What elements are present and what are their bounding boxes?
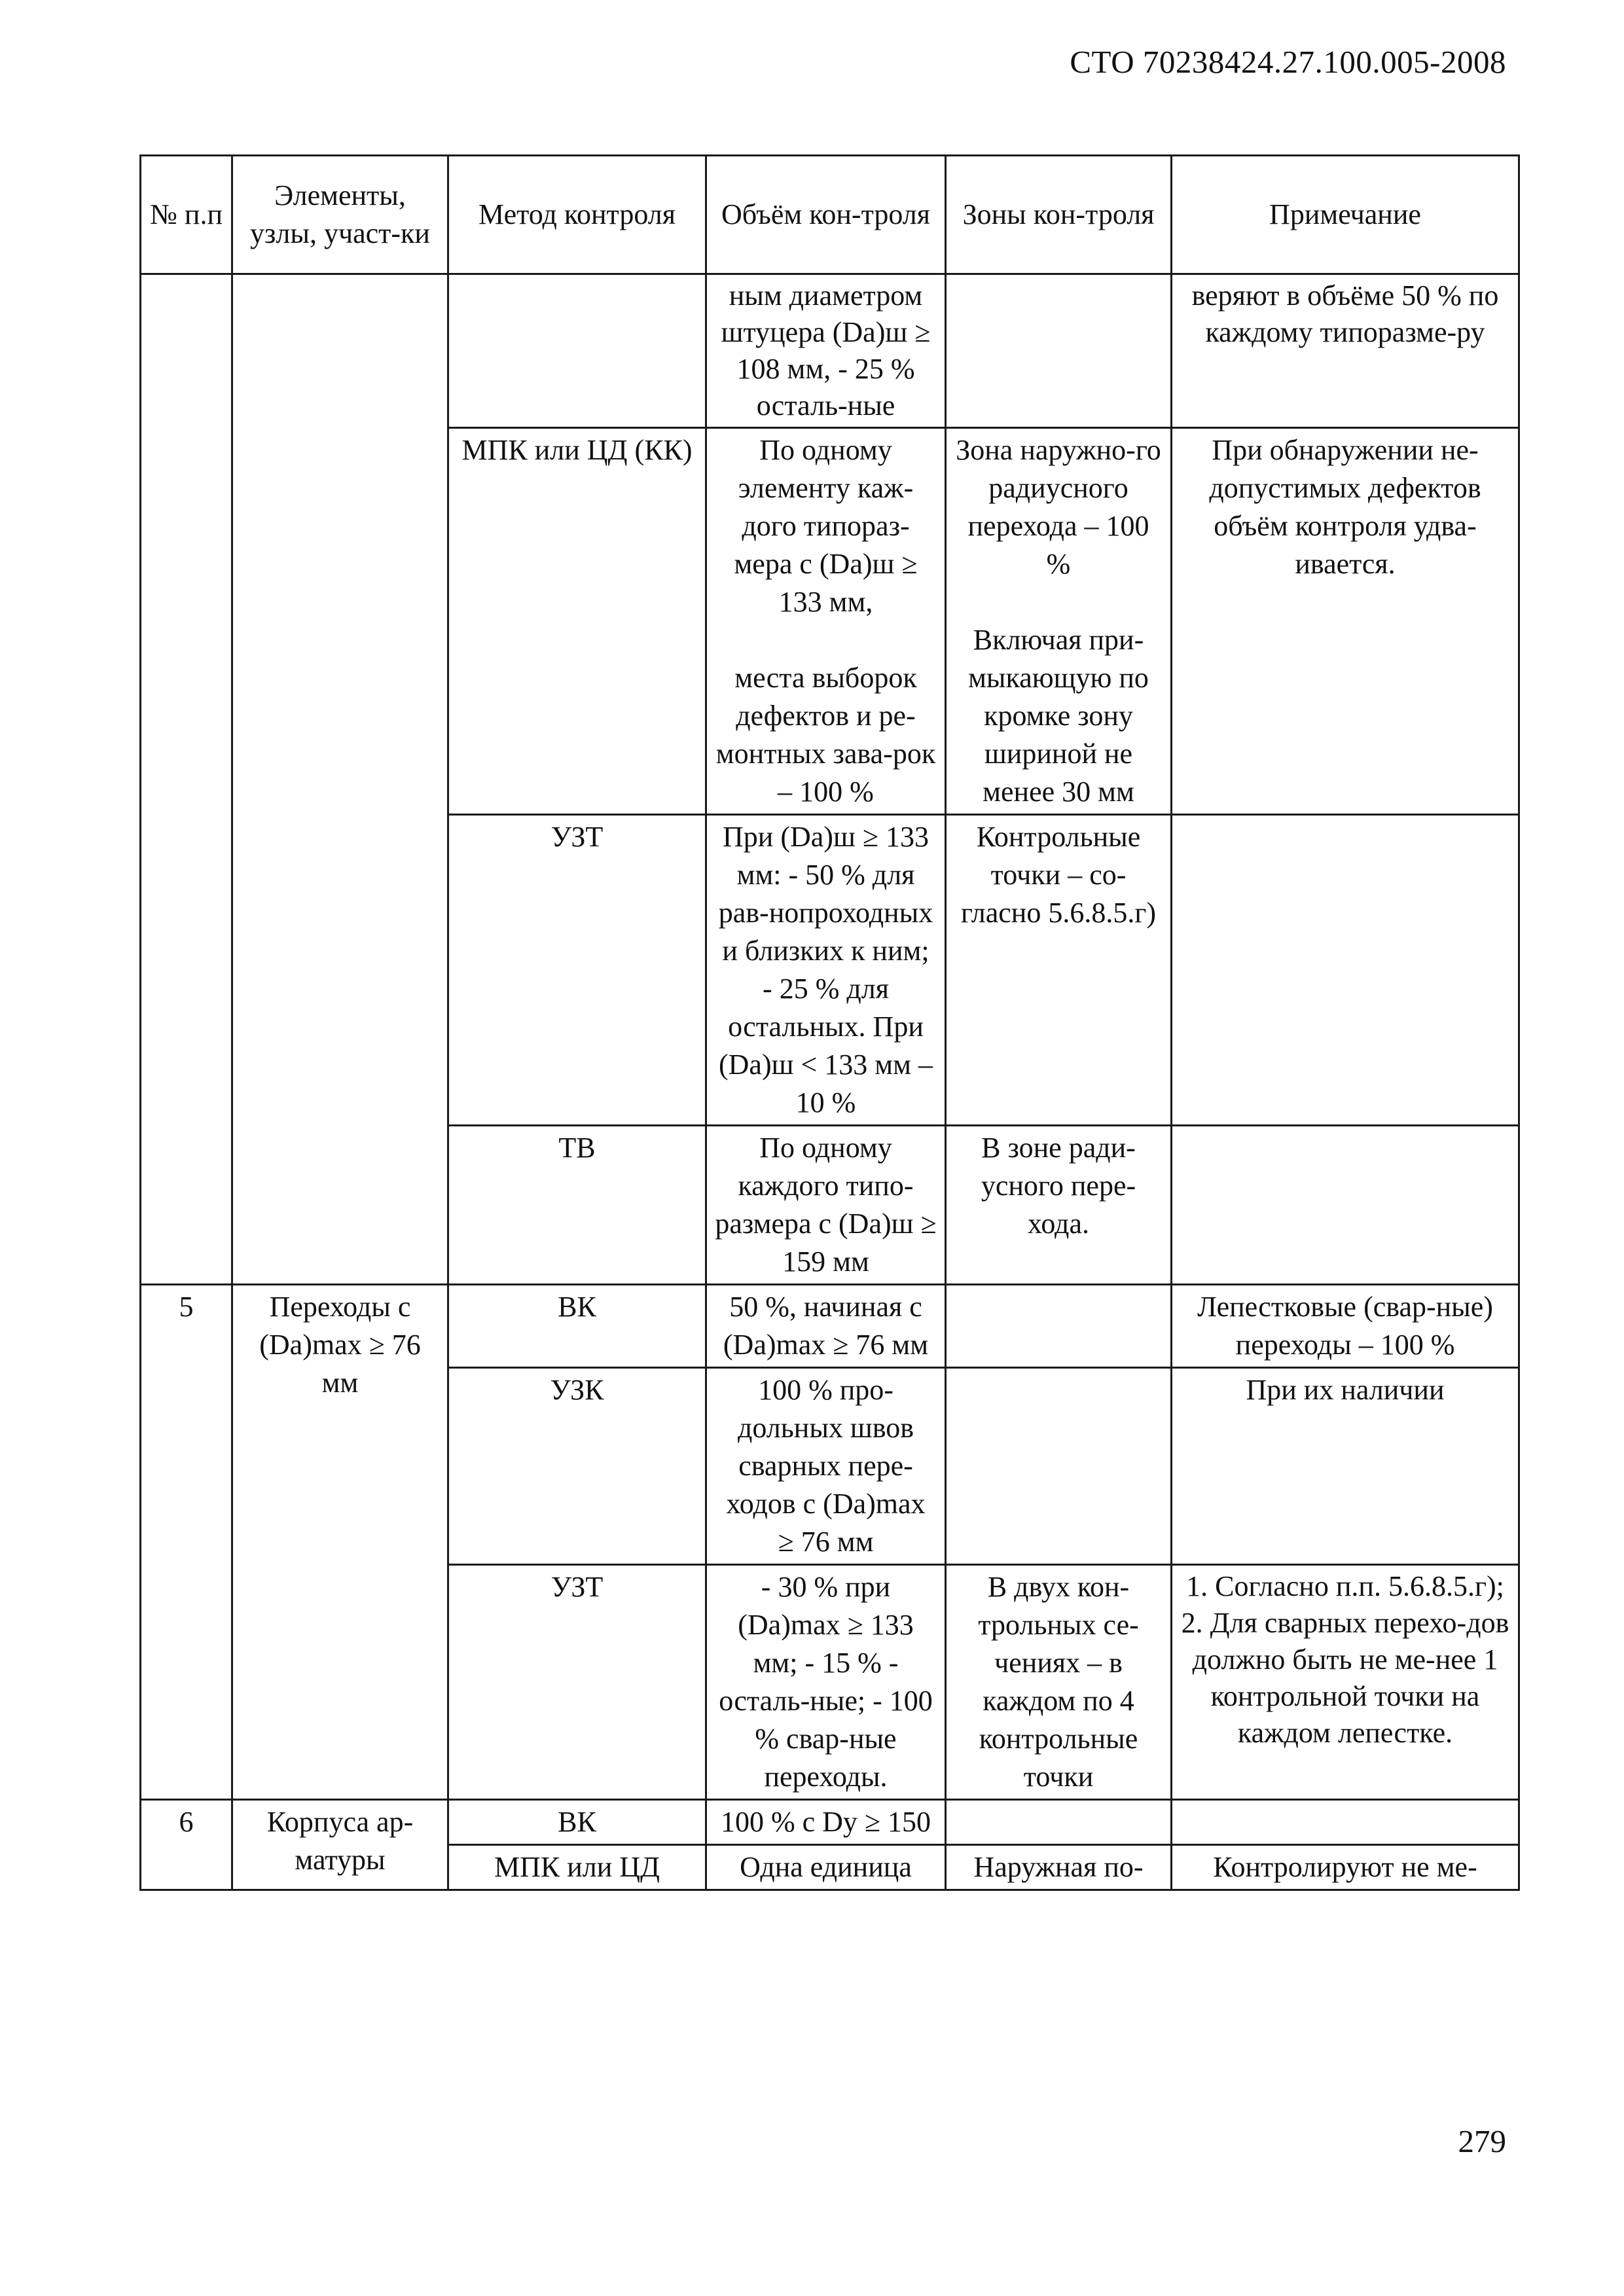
cell-element: Переходы с (Da)max ≥ 76 мм <box>232 1285 448 1800</box>
table-row <box>141 1285 1519 1368</box>
cell-zones <box>946 1800 1172 1845</box>
cell-zones <box>946 1285 1172 1368</box>
cell-method: УЗТ <box>448 815 706 1126</box>
zones-text-2: Включая при-мыкающую по кромке зону шириной не менее 30 мм <box>968 624 1149 808</box>
document-code: СТО 70238424.27.100.005-2008 <box>1070 44 1506 80</box>
col-header-number: № п.п <box>141 156 232 274</box>
cell-zones: Контрольные точки – со-гласно 5.6.8.5.г) <box>946 815 1172 1126</box>
cell-volume: Одна единица <box>706 1845 946 1890</box>
col-header-note: Примечание <box>1172 156 1519 274</box>
cell-element: Корпуса ар-матуры <box>232 1800 448 1890</box>
cell-number: 5 <box>141 1285 232 1800</box>
col-header-zones: Зоны кон-троля <box>946 156 1172 274</box>
volume-text-2: места выборок дефектов и ре-монтных зава-рок – 100 % <box>715 662 936 808</box>
cell-number: 6 <box>141 1800 232 1890</box>
cell-volume: ным диаметром штуцера (Da)ш ≥ 108 мм, - 25 % осталь-ные <box>706 274 946 428</box>
cell-zones: Наружная по- <box>946 1845 1172 1890</box>
col-header-volume: Объём кон-троля <box>706 156 946 274</box>
cell-note: Контролируют не ме- <box>1172 1845 1519 1890</box>
table-row <box>141 274 1519 428</box>
cell-method: УЗК <box>448 1368 706 1565</box>
note-text-2: 2. Для сварных перехо-дов должно быть не ме-нее 1 контрольной точки на каждом лепестке. <box>1181 1607 1509 1749</box>
cell-volume: 100 % про-дольных швов сварных пере-ходов с (Da)max ≥ 76 мм <box>706 1368 946 1565</box>
table-header-row <box>141 156 1519 274</box>
cell-volume <box>706 428 946 815</box>
cell-method: УЗТ <box>448 1565 706 1800</box>
zones-text-1: Зона наружно-го радиусного перехода – 100 % <box>956 434 1161 580</box>
cell-note: При их наличии <box>1172 1368 1519 1565</box>
cell-note: При обнаружении не-допустимых дефектов объём контроля удва-ивается. <box>1172 428 1519 815</box>
cell-note <box>1172 1800 1519 1845</box>
inspection-table <box>139 154 1520 1891</box>
cell-zones: В зоне ради-усного пере-хода. <box>946 1126 1172 1285</box>
cell-method: ВК <box>448 1800 706 1845</box>
cell-volume: 50 %, начиная с (Da)max ≥ 76 мм <box>706 1285 946 1368</box>
cell-method <box>448 274 706 428</box>
cell-method: МПК или ЦД (КК) <box>448 428 706 815</box>
cell-zones <box>946 274 1172 428</box>
cell-volume: По одному каждого типо-размера с (Da)ш ≥ 159 мм <box>706 1126 946 1285</box>
cell-volume: При (Da)ш ≥ 133 мм: - 50 % для рав-нопроходных и близких к ним; - 25 % для остальных. При (Da)ш < 133 мм – 10 % <box>706 815 946 1126</box>
cell-note: Лепестковые (свар-ные) переходы – 100 % <box>1172 1285 1519 1368</box>
table-row <box>141 1800 1519 1845</box>
page-number: 279 <box>1458 2123 1506 2159</box>
volume-text-1: По одному элементу каж-дого типораз-мера с (Da)ш ≥ 133 мм, <box>734 434 918 618</box>
cell-volume: 100 % с Dy ≥ 150 <box>706 1800 946 1845</box>
col-header-element: Элементы, узлы, участ-ки <box>232 156 448 274</box>
cell-zones: В двух кон-трольных се-чениях – в каждом по 4 контрольные точки <box>946 1565 1172 1800</box>
cell-note <box>1172 815 1519 1126</box>
note-text-1: 1. Согласно п.п. 5.6.8.5.г); <box>1186 1570 1504 1602</box>
cell-zones <box>946 1368 1172 1565</box>
cell-method: ТВ <box>448 1126 706 1285</box>
cell-zones <box>946 428 1172 815</box>
cell-number <box>141 274 232 1285</box>
cell-note: веряют в объёме 50 % по каждому типоразме-ру <box>1172 274 1519 428</box>
cell-note <box>1172 1565 1519 1800</box>
cell-element <box>232 274 448 1285</box>
col-header-method: Метод контроля <box>448 156 706 274</box>
cell-method: ВК <box>448 1285 706 1368</box>
cell-note <box>1172 1126 1519 1285</box>
cell-volume: - 30 % при (Da)max ≥ 133 мм; - 15 % - осталь-ные; - 100 % свар-ные переходы. <box>706 1565 946 1800</box>
cell-method: МПК или ЦД <box>448 1845 706 1890</box>
